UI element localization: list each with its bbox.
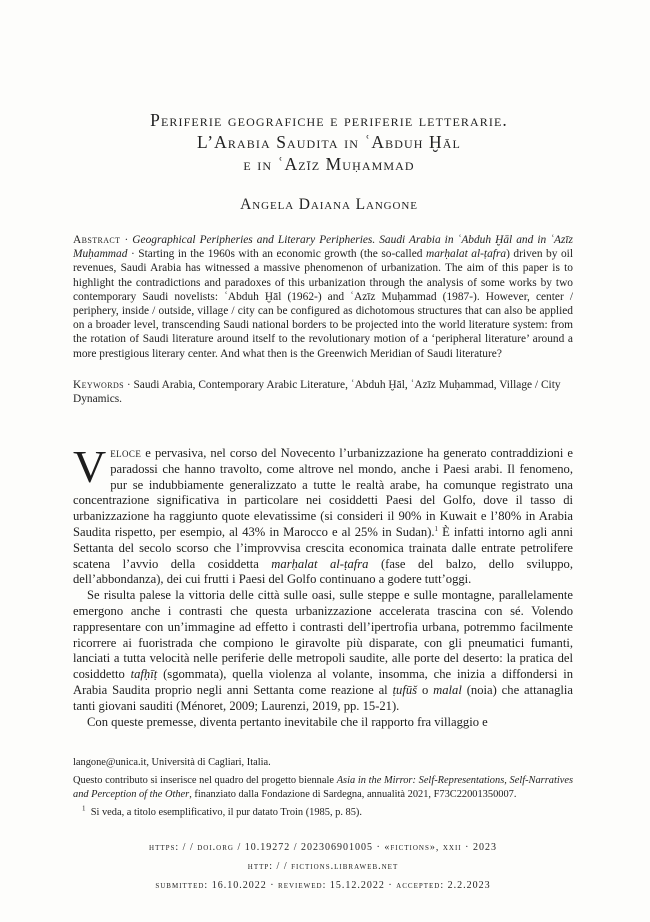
p1-text-b: È infatti intorno agli anni Settanta del secolo scorso che l’improvvisa crescita economica trainata dalle entrate petrolifere scatena l’avvio della cosiddetta (73, 524, 573, 571)
keywords (73, 378, 573, 406)
footnote-1-number: 1 (82, 804, 86, 813)
footer-dates: submitted: 16.10.2022 · reviewed: 15.12.2022 · accepted: 2.2.2023 (155, 880, 491, 891)
body-text (73, 441, 573, 730)
p1-term: marḥalat al-ṭafra (271, 556, 369, 571)
abstract (73, 233, 573, 361)
p2-text-b: (sgommata), quella violenza al volante, insomma, che inizia a diffondersi in Arabia Saudita proprio negli anni Settanta come reazione al (73, 667, 573, 697)
title-line-2: L’Arabia Saudita in ʿAbduh Ḫāl (197, 132, 461, 152)
author-name: Angela Daiana Langone (240, 196, 418, 213)
p1-text-a: e pervasiva, nel corso del Novecento l’urbanizzazione ha generato contraddizioni e paradossi che hanno travolto, come altrove nel mondo, anche i Paesi arabi. Il fenomeno, pur se indubbiamente generalizzato a tutte le realtà arabe, ha comunque registrato una concentrazione significativa in particolare nei cosiddetti Paesi del Golfo, dove il tasso di urbanizzazione ha raggiunto quote elevatissime (si consideri il 90% in Kuwait e l’80% in Arabia Saudita rispetto, per esempio, al 43% in Marocco e al 25% in Sudan). (73, 446, 573, 539)
abstract-label: Abstract (73, 234, 121, 246)
p2-text-d: (noia) che attanaglia tanti giovani sauditi (Ménoret, 2009; Laurenzi, 2019, pp. 15-21). (73, 682, 573, 713)
abstract-english-title: Geographical Peripheries and Literary Peripheries. Saudi Arabia in ʿAbduh Ḫāl and in ʿAzīz Muḥammad (73, 234, 573, 261)
title-line-3: e in ʿAzīz Muḥammad (243, 154, 415, 174)
affiliation-note: langone@unica.it, Università di Cagliari, Italia. (73, 757, 271, 768)
first-word-small-caps: eloce (110, 446, 142, 460)
p2-term-1: tafḥīṭ (130, 667, 158, 682)
paragraph-2 (73, 588, 573, 714)
abstract-text-a: · Starting in the 1960s with an economic growth (the so-called (127, 248, 426, 261)
paper-page (73, 0, 573, 922)
paragraph-3: Con queste premesse, diventa pertanto inevitabile che il rapporto fra villaggio e (87, 714, 488, 729)
project-title: Asia in the Mirror: Self-Representations, Self-Narratives and Perception of the Other (73, 775, 574, 800)
footer-site[interactable]: http: / / fictions.libraweb.net (247, 861, 399, 872)
title-line-1: Periferie geografiche e periferie letterarie. (150, 110, 508, 130)
footnote-1-text: Si veda, a titolo esemplificativo, il pur datato Troin (1985, p. 85). (90, 807, 362, 819)
p2-term-3: malal (433, 682, 462, 697)
p2-term-2: ṭufūš (392, 682, 418, 697)
footnote-1 (73, 806, 573, 819)
article-title (73, 109, 585, 175)
footnotes (73, 756, 573, 825)
p2-text-a: Se risulta palese la vittoria delle città sulle oasi, sulle steppe e sulle montagne, parallelamente emergono anche i contrasti che questa urbanizzazione accelerata trascina con sé. Volendo rappresentare con un’immagine ad effetto i contrasti dell’ipertrofia urbana, potremmo facilmente ricorrere ai fuoristrada che compiono le giravolte più disparate, con gli pneumatici fumanti, lanciati a tutta velocità nelle periferie delle metropoli saudite, alle porte del deserto: la pratica del cosiddetto (73, 588, 573, 682)
p2-text-c: o (417, 682, 434, 697)
keywords-label: Keywords (73, 379, 124, 391)
project-note-b: , finanziato dalla Fondazione di Sardegna, annualità 2021, F73C22001350007. (189, 788, 517, 800)
abstract-term: marḥalat al-ṭafra (425, 248, 507, 261)
drop-cap: V (73, 441, 107, 492)
paragraph-1 (73, 441, 573, 588)
keywords-text: · Saudi Arabia, Contemporary Arabic Literature, ʿAbduh Ḫāl, ʿAzīz Muḥammad, Village / City Dynamics. (73, 379, 561, 406)
p1-text-c: (fase del balzo, dello sviluppo, dell’abbondanza), dei cui frutti i Paesi del Golfo continuano a godere tutt’oggi. (73, 556, 573, 587)
footer-doi[interactable]: https: / / doi.org / 10.19272 / 202306901005 · «fictions», xxii · 2023 (149, 842, 497, 853)
abstract-separator: · (120, 234, 133, 246)
project-note (73, 774, 573, 801)
footnote-ref-1[interactable]: 1 (434, 524, 439, 533)
project-note-a: Questo contributo si inserisce nel quadro del progetto biennale (73, 775, 337, 787)
abstract-text-b: ) driven by oil revenues, Saudi Arabia has witnessed a massive phenomenon of urbanization. The aim of this paper is to highlight the contradictions and paradoxes of this urbanization through the analysis of some works by two contemporary Saudi novelists: ʿAbduh Ḫāl (1962-) and ʿAzīz Muḥammad (1987-). However, center / periphery, inside / outside, village / city can be configured as dichotomous structures that can also be applied on a broader level, transcending Saudi national borders to be projected into the world literature system: from the rotation of Saudi literature around itself to the revolutionary motion of a ‘peripheral literature’ around a more prestigious literary center. And what then is the Greenwich Meridian of Saudi literature? (73, 248, 573, 360)
